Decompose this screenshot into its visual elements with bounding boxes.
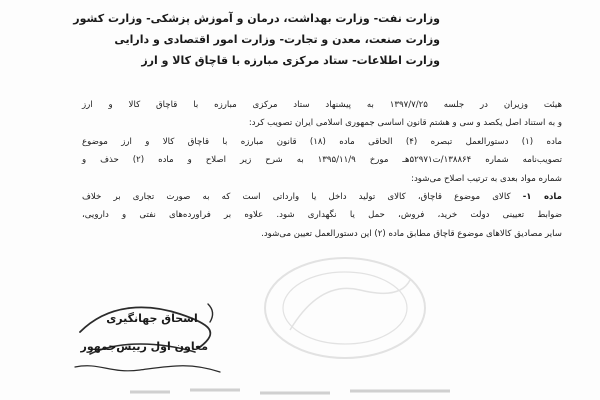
body-line-7: ضوابط تعیینی دولت خرید، فروش، حمل یا نگهداری شود. علاوه بر فراورده‌های نفتی و دارویی، (82, 210, 562, 221)
body-line-1: هیئت وزیران در جلسه ۱۳۹۷/۷/۲۵ به پیشنهاد ستاد مرکزی مبارزه با قاچاق کالا و ارز (82, 100, 562, 110)
body-line-8: سایر مصادیق کالاهای موضوع قاچاق مطابق ماده (۲) این دستورالعمل تعیین می‌شود. (261, 228, 562, 239)
signer-title: معاون اول رییس‌جمهور (80, 340, 208, 353)
body-line-3: ماده (۱) دستورالعمل تبصره (۴) الحاقی ماده (۱۸) قانون مبارزه با قاچاق کالا و ارز موضوع (82, 136, 563, 147)
body-line-5: شماره مواد بعدی به ترتیب اصلاح می‌شود: (411, 173, 562, 184)
recipient-line-2: وزارت صنعت، معدن و تجارت- وزارت امور اقتصادی و دارایی (114, 33, 440, 46)
signer-name: اسحاق جهانگیری (106, 312, 198, 325)
recipients-block (73, 8, 440, 71)
body-line-4: تصویب‌نامه شماره ۱۳۸۸۶۴/ت۵۲۹۷۱هـ مورخ ۱۳۹۵/۱۱/۹ به شرح زیر اصلاح و ماده (۲) حذف و (82, 155, 562, 166)
article-1-heading: ماده ۱- (522, 192, 562, 203)
body-line-6 (82, 188, 562, 206)
signature-block (80, 310, 208, 356)
article-1-text: کالای موضوع قاچاق، کالای تولید داخل یا وارداتی است که به صورت تجاری بر خلاف (82, 192, 523, 203)
recipient-line-1: وزارت نفت- وزارت بهداشت، درمان و آموزش پزشکی- وزارت کشور (73, 12, 440, 25)
cut-off-text-fragment (130, 384, 450, 398)
recipient-line-3: وزارت اطلاعات- ستاد مرکزی مبارزه با قاچاق کالا و ارز (141, 54, 440, 67)
body-line-2: و به استناد اصل یکصد و سی و هشتم قانون اساسی جمهوری اسلامی ایران تصویب کرد: (248, 118, 562, 129)
seal-watermark (260, 250, 430, 360)
decree-body (82, 96, 562, 243)
